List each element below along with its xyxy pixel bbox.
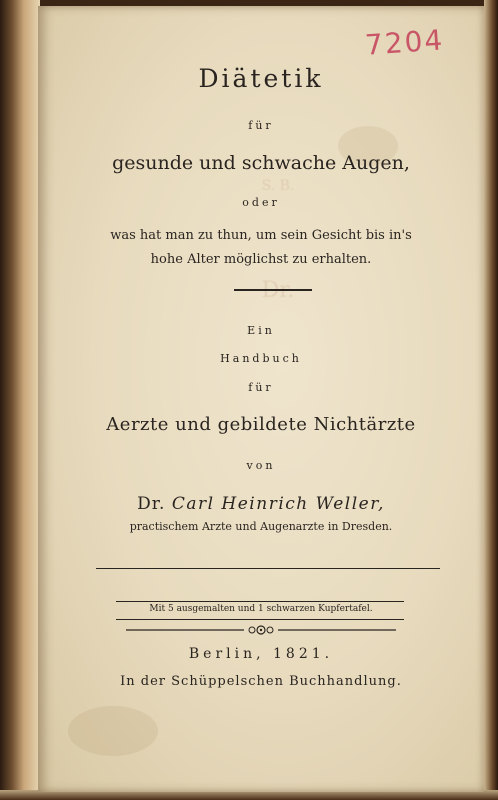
ornamental-rule: [126, 624, 396, 636]
imprint-city-year: Berlin, 1821.: [188, 646, 334, 662]
book-subtitle: gesunde und schwache Augen,: [112, 152, 410, 174]
description-line-2: hohe Alter möglichst zu erhalten.: [150, 252, 372, 267]
connector-von: von: [246, 459, 276, 472]
book-title: Diätetik: [198, 64, 324, 93]
plates-rule-bottom: [116, 619, 404, 620]
author-prefix: Dr.: [137, 494, 166, 514]
imprint-publisher: In der Schüppelschen Buchhandlung.: [120, 674, 402, 689]
foxing-stain: [68, 706, 158, 756]
binding-gutter: [0, 0, 40, 800]
genre-handbuch: Handbuch: [220, 352, 302, 365]
connector-oder: oder: [242, 196, 280, 209]
page-edge-right: [484, 0, 498, 800]
connector-fuer: für: [248, 119, 274, 132]
divider-rule-long: [96, 568, 440, 569]
shelfmark-handwritten: 7204: [363, 23, 446, 62]
connector-fuer-2: für: [248, 381, 274, 394]
plates-note: Mit 5 ausgemalten und 1 schwarzen Kupfertafel.: [149, 604, 373, 614]
description-line-1: was hat man zu thun, um sein Gesicht bis in's: [110, 228, 412, 243]
plates-rule-top: [116, 601, 404, 602]
show-through-text: Dr.: [261, 278, 295, 303]
author-line: [38, 494, 484, 514]
author-name: Carl Heinrich Weller,: [171, 494, 385, 514]
connector-ein: Ein: [247, 324, 275, 337]
show-through-text: S. B.: [261, 178, 295, 194]
divider-rule: [234, 289, 312, 291]
title-page: [38, 6, 484, 792]
author-affiliation: practischem Arzte und Augenarzte in Dresden.: [129, 520, 393, 533]
audience-line: Aerzte und gebildete Nichtärzte: [106, 414, 416, 435]
